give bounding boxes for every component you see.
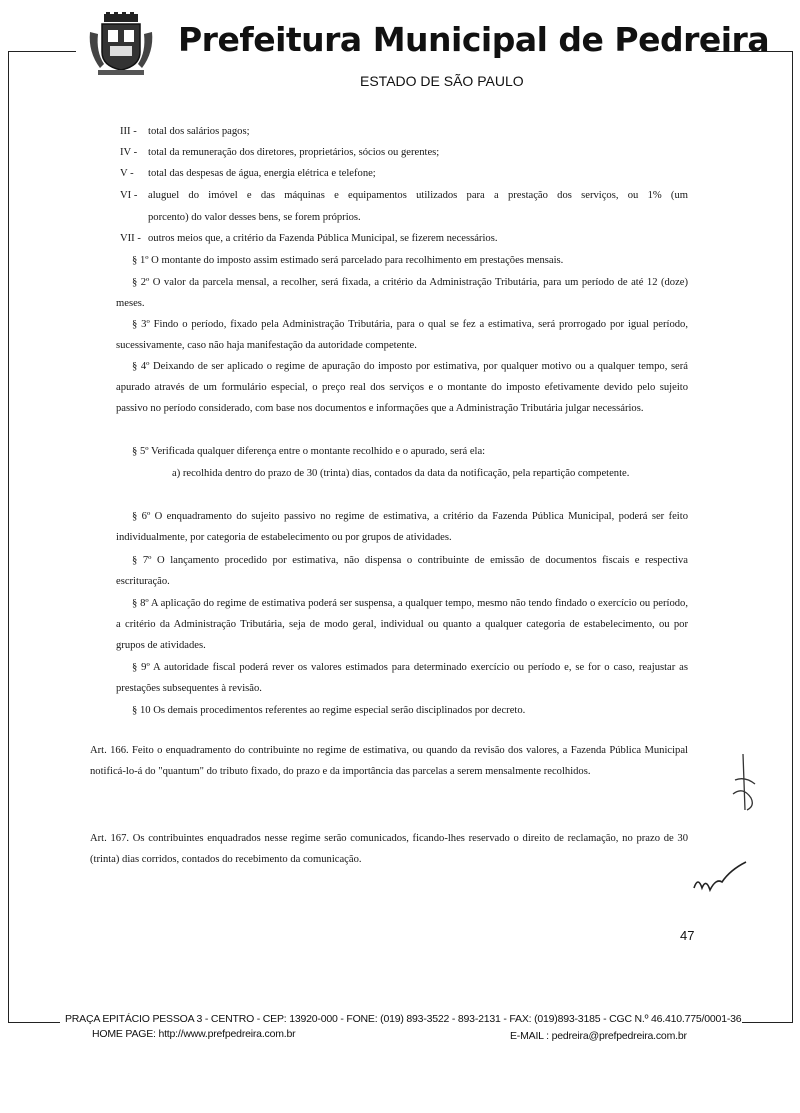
- top-left-rule: [8, 51, 76, 52]
- paragraph-6: § 6º O enquadramento do sujeito passivo no regime de estimativa, a critério da Fazenda Pública Municipal, poderá ser feito individualmente, por categoria de estabelecimento ou por grupos de atividades.: [116, 511, 688, 543]
- item-text-vii: outros meios que, a critério da Fazenda Pública Municipal, se fizerem necessários.: [148, 233, 498, 244]
- item-label-vii: VII -: [120, 233, 141, 244]
- bottom-right-rule: [742, 1022, 793, 1023]
- article-166: Art. 166. Feito o enquadramento do contribuinte no regime de estimativa, ou quando da revisão dos valores, a Fazenda Pública Municipal notificá-lo-á do "quantum" do tributo fixado, do prazo e da importância das parcelas a serem mensalmente recolhidos.: [90, 745, 688, 777]
- item-text-vi: aluguel do imóvel e das máquinas e equipamentos utilizados para a prestação dos serviços, ou 1% (um: [148, 190, 688, 201]
- footer-homepage: HOME PAGE: http://www.prefpedreira.com.br: [92, 1028, 296, 1040]
- footer-email: E-MAIL : pedreira@prefpedreira.com.br: [510, 1030, 687, 1042]
- item-label-vi: VI -: [120, 190, 138, 201]
- paragraph-9: § 9º A autoridade fiscal poderá rever os valores estimados para determinado exercício ou período e, se for o caso, reajustar as prestações subsequentes à revisão.: [116, 662, 688, 694]
- item-label-iv: IV -: [120, 147, 138, 158]
- page-subtitle: ESTADO DE SÃO PAULO: [360, 73, 524, 89]
- paragraph-3: § 3º Findo o período, fixado pela Administração Tributária, para o qual se fez a estimativa, será prorrogado por igual período, sucessivamente, caso não haja manifestação da autoridade competente.: [116, 319, 688, 351]
- item-text-iii: total dos salários pagos;: [148, 126, 250, 137]
- item-label-iii: III -: [120, 126, 137, 137]
- page-title: Prefeitura Municipal de Pedreira: [178, 20, 770, 59]
- item-text-iv: total da remuneração dos diretores, proprietários, sócios ou gerentes;: [148, 147, 440, 158]
- right-border: [792, 51, 793, 1023]
- paragraph-2: § 2º O valor da parcela mensal, a recolher, será fixada, a critério da Administração Tributária, para um período de até 12 (doze) meses.: [116, 277, 688, 309]
- margin-initials-signature: [725, 750, 765, 820]
- footer-address: PRAÇA EPITÁCIO PESSOA 3 - CENTRO - CEP: 13920-000 - FONE: (019) 893-3522 - 893-2131 - FAX: (019)893-3185 - CGC N.º 46.410.775/0001-36: [65, 1013, 742, 1025]
- coat-of-arms-icon: [86, 12, 156, 76]
- page-signature: [688, 852, 758, 902]
- item-label-v: V -: [120, 168, 134, 179]
- page-number: 47: [680, 928, 695, 943]
- paragraph-4: § 4º Deixando de ser aplicado o regime de apuração do imposto por estimativa, por qualquer motivo ou a qualquer tempo, será apurado através de um formulário especial, o preço real dos serviços e o montante do imposto efetivamente devido pelo sujeito passivo no período considerado, com base nos documentos e informações que a Administração Tributária julgar necessários.: [116, 361, 688, 414]
- bottom-left-rule: [8, 1022, 60, 1023]
- paragraph-5-a: a) recolhida dentro do prazo de 30 (trinta) dias, contados da data da notificação, pela repartição competente.: [172, 468, 630, 479]
- paragraph-1: § 1º O montante do imposto assim estimado será parcelado para recolhimento em prestações mensais.: [132, 255, 564, 266]
- item-text-v: total das despesas de água, energia elétrica e telefone;: [148, 168, 376, 179]
- left-border: [8, 51, 9, 1023]
- article-167: Art. 167. Os contribuintes enquadrados nesse regime serão comunicados, ficando-lhes reservado o direito de reclamação, no prazo de 30 (trinta) dias corridos, contados do recebimento da comunicação.: [90, 833, 688, 865]
- paragraph-8: § 8º A aplicação do regime de estimativa poderá ser suspensa, a qualquer tempo, mesmo não tendo findado o exercício ou período, a critério da Administração Tributária, seja de modo geral, individual ou quanto a qualquer categoria de estabelecimento, ou por grupos de atividades.: [116, 598, 688, 651]
- paragraph-7: § 7º O lançamento procedido por estimativa, não dispensa o contribuinte de emissão de documentos fiscais e respectiva escrituração.: [116, 555, 688, 587]
- paragraph-5: § 5º Verificada qualquer diferença entre o montante recolhido e o apurado, será ela:: [132, 446, 486, 457]
- item-text-vi-cont: porcento) do valor desses bens, se forem próprios.: [148, 212, 361, 223]
- paragraph-10: § 10 Os demais procedimentos referentes ao regime especial serão disciplinados por decreto.: [132, 705, 526, 716]
